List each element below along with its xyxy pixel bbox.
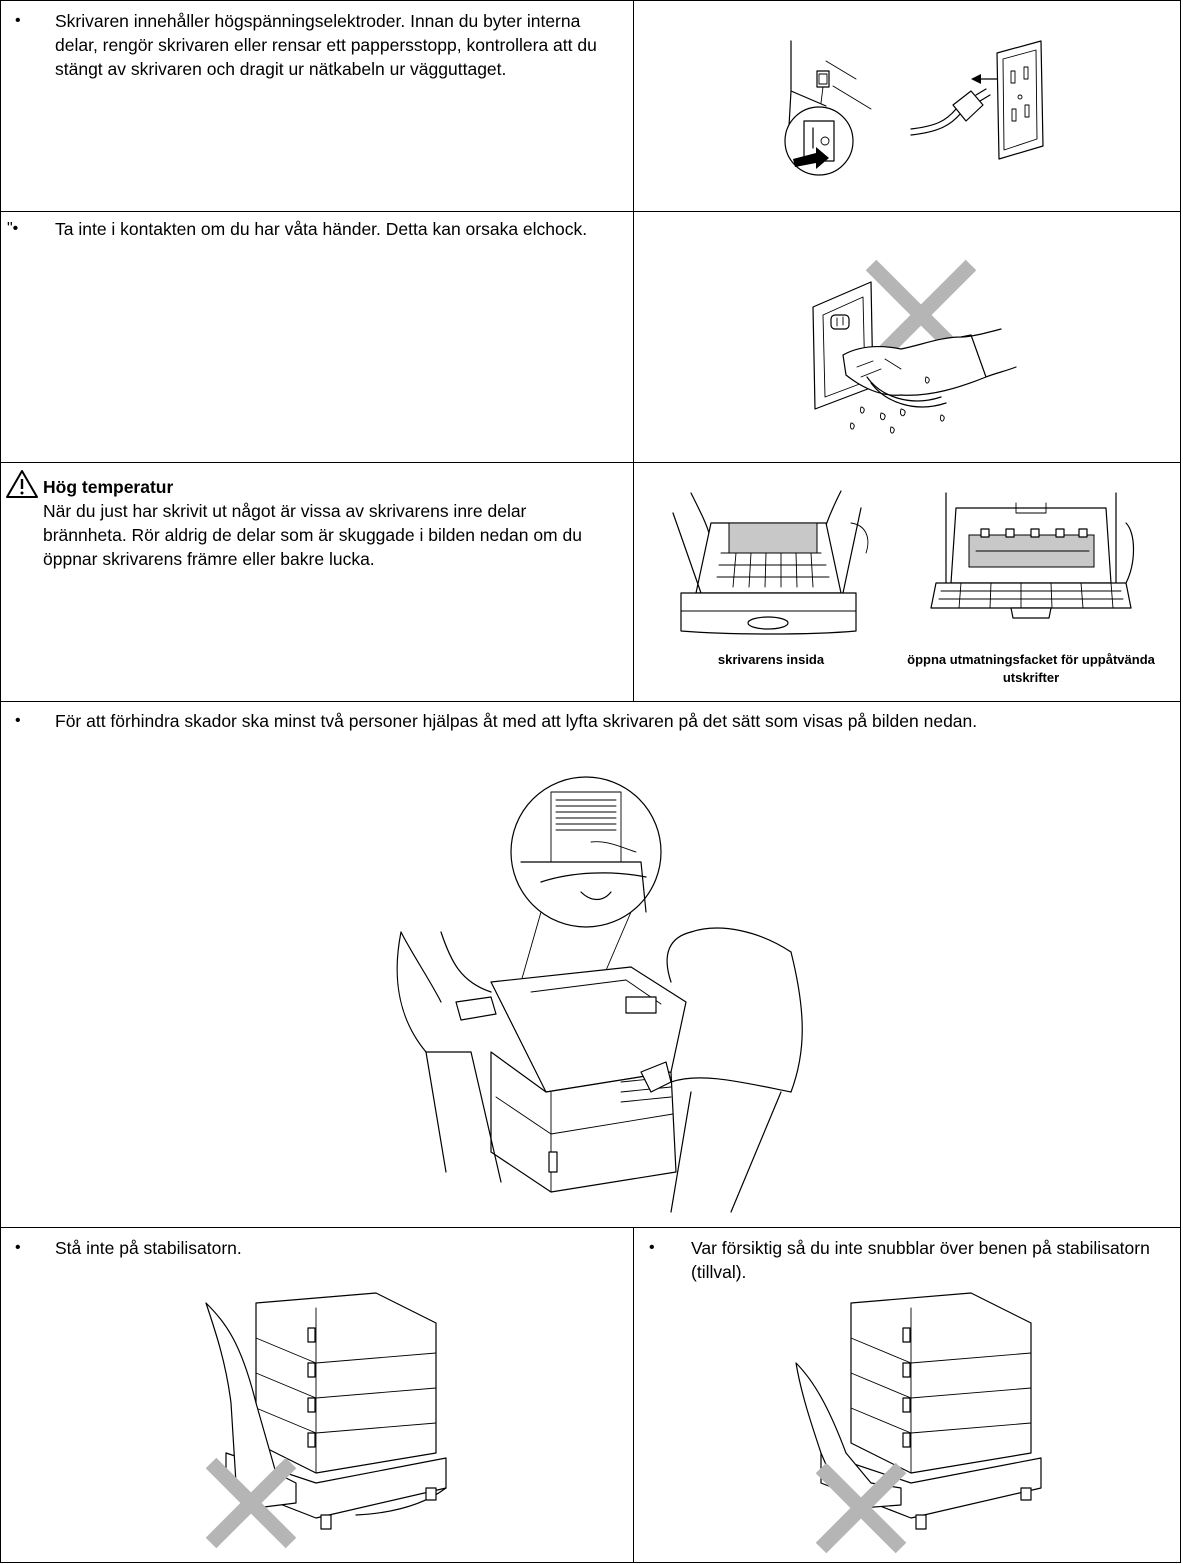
column-divider [633,212,634,462]
high-temperature-heading: Hög temperatur [43,477,174,497]
printer-interior-illustration [661,483,881,643]
stabilizer-trip-text: Var försiktig så du inte snubblar över benen på stabilisatorn (tillval). [691,1238,1150,1282]
stabilizer-stand-text: Stå inte på stabilisatorn. [55,1238,242,1258]
trip-over-stabilizer-illustration [791,1283,1051,1553]
row-high-voltage [0,0,1181,212]
column-divider [633,463,634,701]
lifting-text: För att förhindra skador ska minst två personer hjälpas åt med att lyfta skrivaren på det sätt som visas på bilden nedan. [55,711,978,731]
row-lifting [0,701,1181,1228]
row-wet-hands [0,211,1181,463]
row-high-temperature [0,462,1181,702]
wet-hands-text: Ta inte i kontakten om du har våta händer. Detta kan orsaka elchock. [55,219,588,239]
bullet: • [649,1239,655,1256]
power-switch-and-unplug-illustration [771,31,1071,196]
high-temperature-text: När du just har skrivit ut något är vissa av skrivarens inre delar brännheta. Rör aldrig de delar som är skuggade i bilden nedan om du öppnar skrivarens främre eller bakre lucka. [43,501,582,569]
bullet: • [15,712,21,729]
wet-hand-outlet-illustration [801,237,1021,447]
caption-rear-output-tray: öppna utmatningsfacket för uppåtvända utskrifter [907,652,1155,685]
two-person-lift-illustration [371,752,831,1222]
printer-rear-output-illustration [921,483,1141,643]
column-divider [633,1228,634,1562]
bullet: • [15,12,21,29]
high-voltage-text: Skrivaren innehåller högspänningselektroder. Innan du byter interna delar, rengör skrivaren eller rensar ett pappersstopp, kontrollera att du stängt av skrivaren och dragit ur nätkabeln ur vägguttaget. [55,11,597,79]
warning-triangle-icon [5,469,39,499]
bullet: "• [7,220,19,237]
bullet: • [15,1239,21,1256]
column-divider [633,1,634,211]
stand-on-stabilizer-illustration [196,1283,456,1553]
row-stabilizer [0,1227,1181,1563]
caption-printer-interior: skrivarens insida [717,652,825,667]
